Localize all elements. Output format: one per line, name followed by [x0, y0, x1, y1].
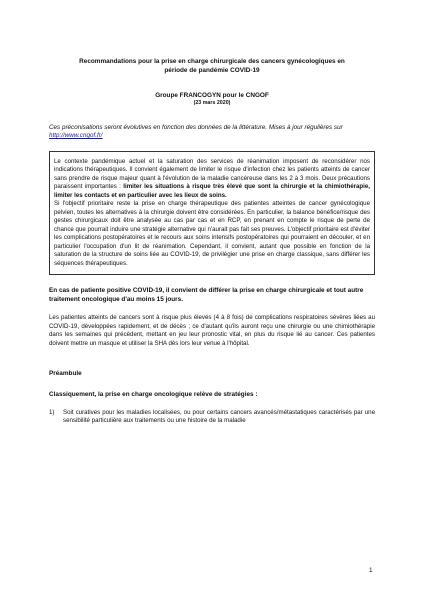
context-paragraph-1 [54, 158, 370, 201]
context-box [49, 151, 375, 276]
title-line-1: Recommandations pour la prise en charge chirurgicale des cancers gynécologiques en [79, 58, 345, 65]
context-paragraph-1-emphasis: limiter les situations à risque très élevé que sont la chirurgie et la chimiothérapie, limiter les contacts et en particulier avec les lieux de soins. [54, 183, 370, 199]
list-item-number: 1) [49, 408, 55, 416]
risk-paragraph: Les patientes atteints de cancers sont à risque plus élevés (4 à 8 fois) de complications respiratoires sévères liées au COVID-19, développées rapidement, et de décès ; ce d'autant qu'ils auront reçu une chirurgie ou une chimiothérapie dans les semaines qui précèdent, mettant en jeu leur pronostic vital, en plus du risque lié au cancer. Ces patientes doivent mettre un masque et utiliser la SHA dès lors leur venue à l'hôpital. [49, 314, 375, 348]
document-title [49, 58, 375, 76]
page-number: 1 [369, 567, 373, 574]
author-group: Groupe FRANCOGYN pour le CNGOF [155, 91, 269, 99]
covid-positive-statement: En cas de patiente positive COVID-19, il convient de différer la prise en charge chirurgicale et tout autre traitement oncologique d'au moins 15 jours. [49, 287, 364, 304]
context-paragraph-2: Si l'objectif prioritaire reste la prise en charge thérapeutique des patientes atteintes de cancer gynécologique pelvien, toutes les alternatives à la chirurgie doivent être considérées. En particulier, la balance bénéfice/risque des gestes chirurgicaux doit être analysée au cas par cas et en RCP, en prenant en compte le risque de perte de chance que pourrait induire une stratégie alternative qui n'aurait pas fait ses preuves. L'objectif prioritaire est d'éviter les complications postopératoires et le recours aux soins intensifs postopératoires qui pourraient en découler, et en particulier l'occupation d'un lit de réanimation. Cependant, il convient, autant que possible en fonction de la saturation de la structure de soins liée au COVID-19, de privilégier une prise en charge classique, sans différer les séquences thérapeutiques. [54, 200, 370, 267]
document-date: (23 mars 2020) [193, 99, 231, 106]
list-item-text: Soit curatives pour les maladies localisées, ou pour certains cancers avancés/métastatiques caractérisés par une sensibilité particulière aux traitements ou une histoire de la maladie [63, 408, 375, 425]
list-item [49, 409, 375, 426]
context-paragraph-1-text: Le contexte pandémique actuel et la saturation des services de réanimation imposent de reconsidérer nos indications thérapeutiques. Il convient également de limiter le risque d'infection chez les patients atteints de cancer sans prendre de risque majeur quant à l'évolution de la maladie cancéreuse dans les 2 à 3 mois. Deux précautions paraissent importantes : [54, 157, 370, 191]
update-note-text: Ces préconisations seront évolutives en fonction des données de la littérature. Mises à jour régulières sur [49, 123, 343, 131]
update-note [49, 124, 375, 141]
section-heading-preambule: Préambule [49, 369, 82, 377]
cngof-link[interactable]: http://www.cngof.fr/ [49, 132, 103, 140]
title-line-2: période de pandémie COVID-19 [164, 66, 260, 74]
strategies-heading: Classiquement, la prise en charge oncologique relève de stratégies : [49, 390, 258, 398]
page-content [49, 58, 375, 426]
